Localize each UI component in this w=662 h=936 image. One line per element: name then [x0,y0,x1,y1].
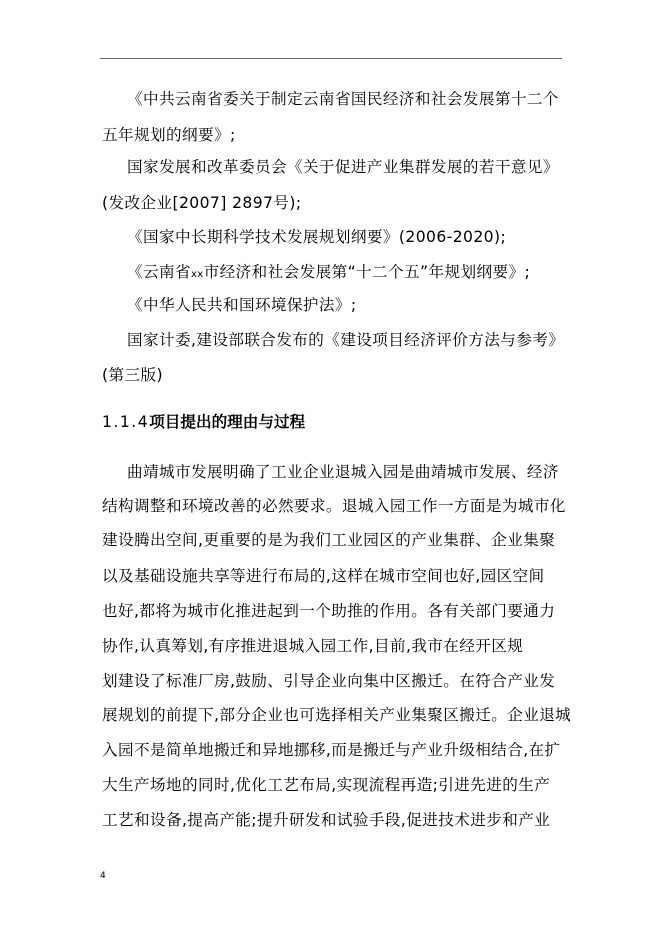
reference-1-line-1: 《中共云南省委关于制定云南省国民经济和社会发展第十二个 [127,90,559,108]
body-line: 展规划的前提下,部分企业也可选择相关产业集聚区搬迁。企业退城 [102,706,572,724]
reference-5: 《中华人民共和国环境保护法》; [127,296,357,314]
section-number: 1.1.4 [102,413,150,431]
body-line: 入园不是简单地搬迁和异地挪移,而是搬迁与产业升级相结合,在扩 [102,741,561,759]
body-line: 结构调整和环境改善的必然要求。退城入园工作一方面是为城市化 [102,497,566,515]
body-line: 曲靖城市发展明确了工业企业退城入园是曲靖城市发展、经济 [127,463,559,481]
reference-4-prefix: 《云南省 [127,263,191,281]
reference-2-line-1: 国家发展和改革委员会《关于促进产业集群发展的若干意见》 [127,158,559,176]
body-line: 协作,认真筹划,有序推进退城入园工作,目前,我市在经开区规 [102,637,524,655]
section-heading [102,412,305,432]
body-line: 工艺和设备,提高产能;提升研发和试验手段,促进技术进步和产业 [102,811,551,829]
body-line: 以及基础设施共享等进行布局的,这样在城市空间也好,园区空间 [102,567,545,585]
header-rule [100,58,562,59]
reference-6-line-2: (第三版) [102,366,163,384]
reference-1-line-2: 五年规划的纲要》; [102,126,236,144]
body-line: 也好,都将为城市化推进起到一个助推的作用。各有关部门要通力 [102,602,556,620]
body-line: 大生产场地的同时,优化工艺布局,实现流程再造;引进先进的生产 [102,776,551,794]
body-line: 建设腾出空间,更重要的是为我们工业园区的产业集群、企业集聚 [102,531,556,549]
reference-6-line-1: 国家计委,建设部联合发布的《建设项目经济评价方法与参考》 [127,331,565,349]
section-title: 项目提出的理由与过程 [149,413,306,431]
reference-4 [127,262,530,285]
body-line: 划建设了标准厂房,鼓励、引导企业向集中区搬迁。在符合产业发 [102,672,556,690]
reference-4-suffix: 市经济和社会发展第“十二个五”年规划纲要》; [203,263,531,281]
reference-4-placeholder: xx [190,269,204,280]
reference-3: 《国家中长期科学技术发展规划纲要》(2006-2020); [127,228,507,246]
reference-2-line-2: (发改企业[2007] 2897号); [102,194,302,212]
page-number: 4 [100,871,106,881]
